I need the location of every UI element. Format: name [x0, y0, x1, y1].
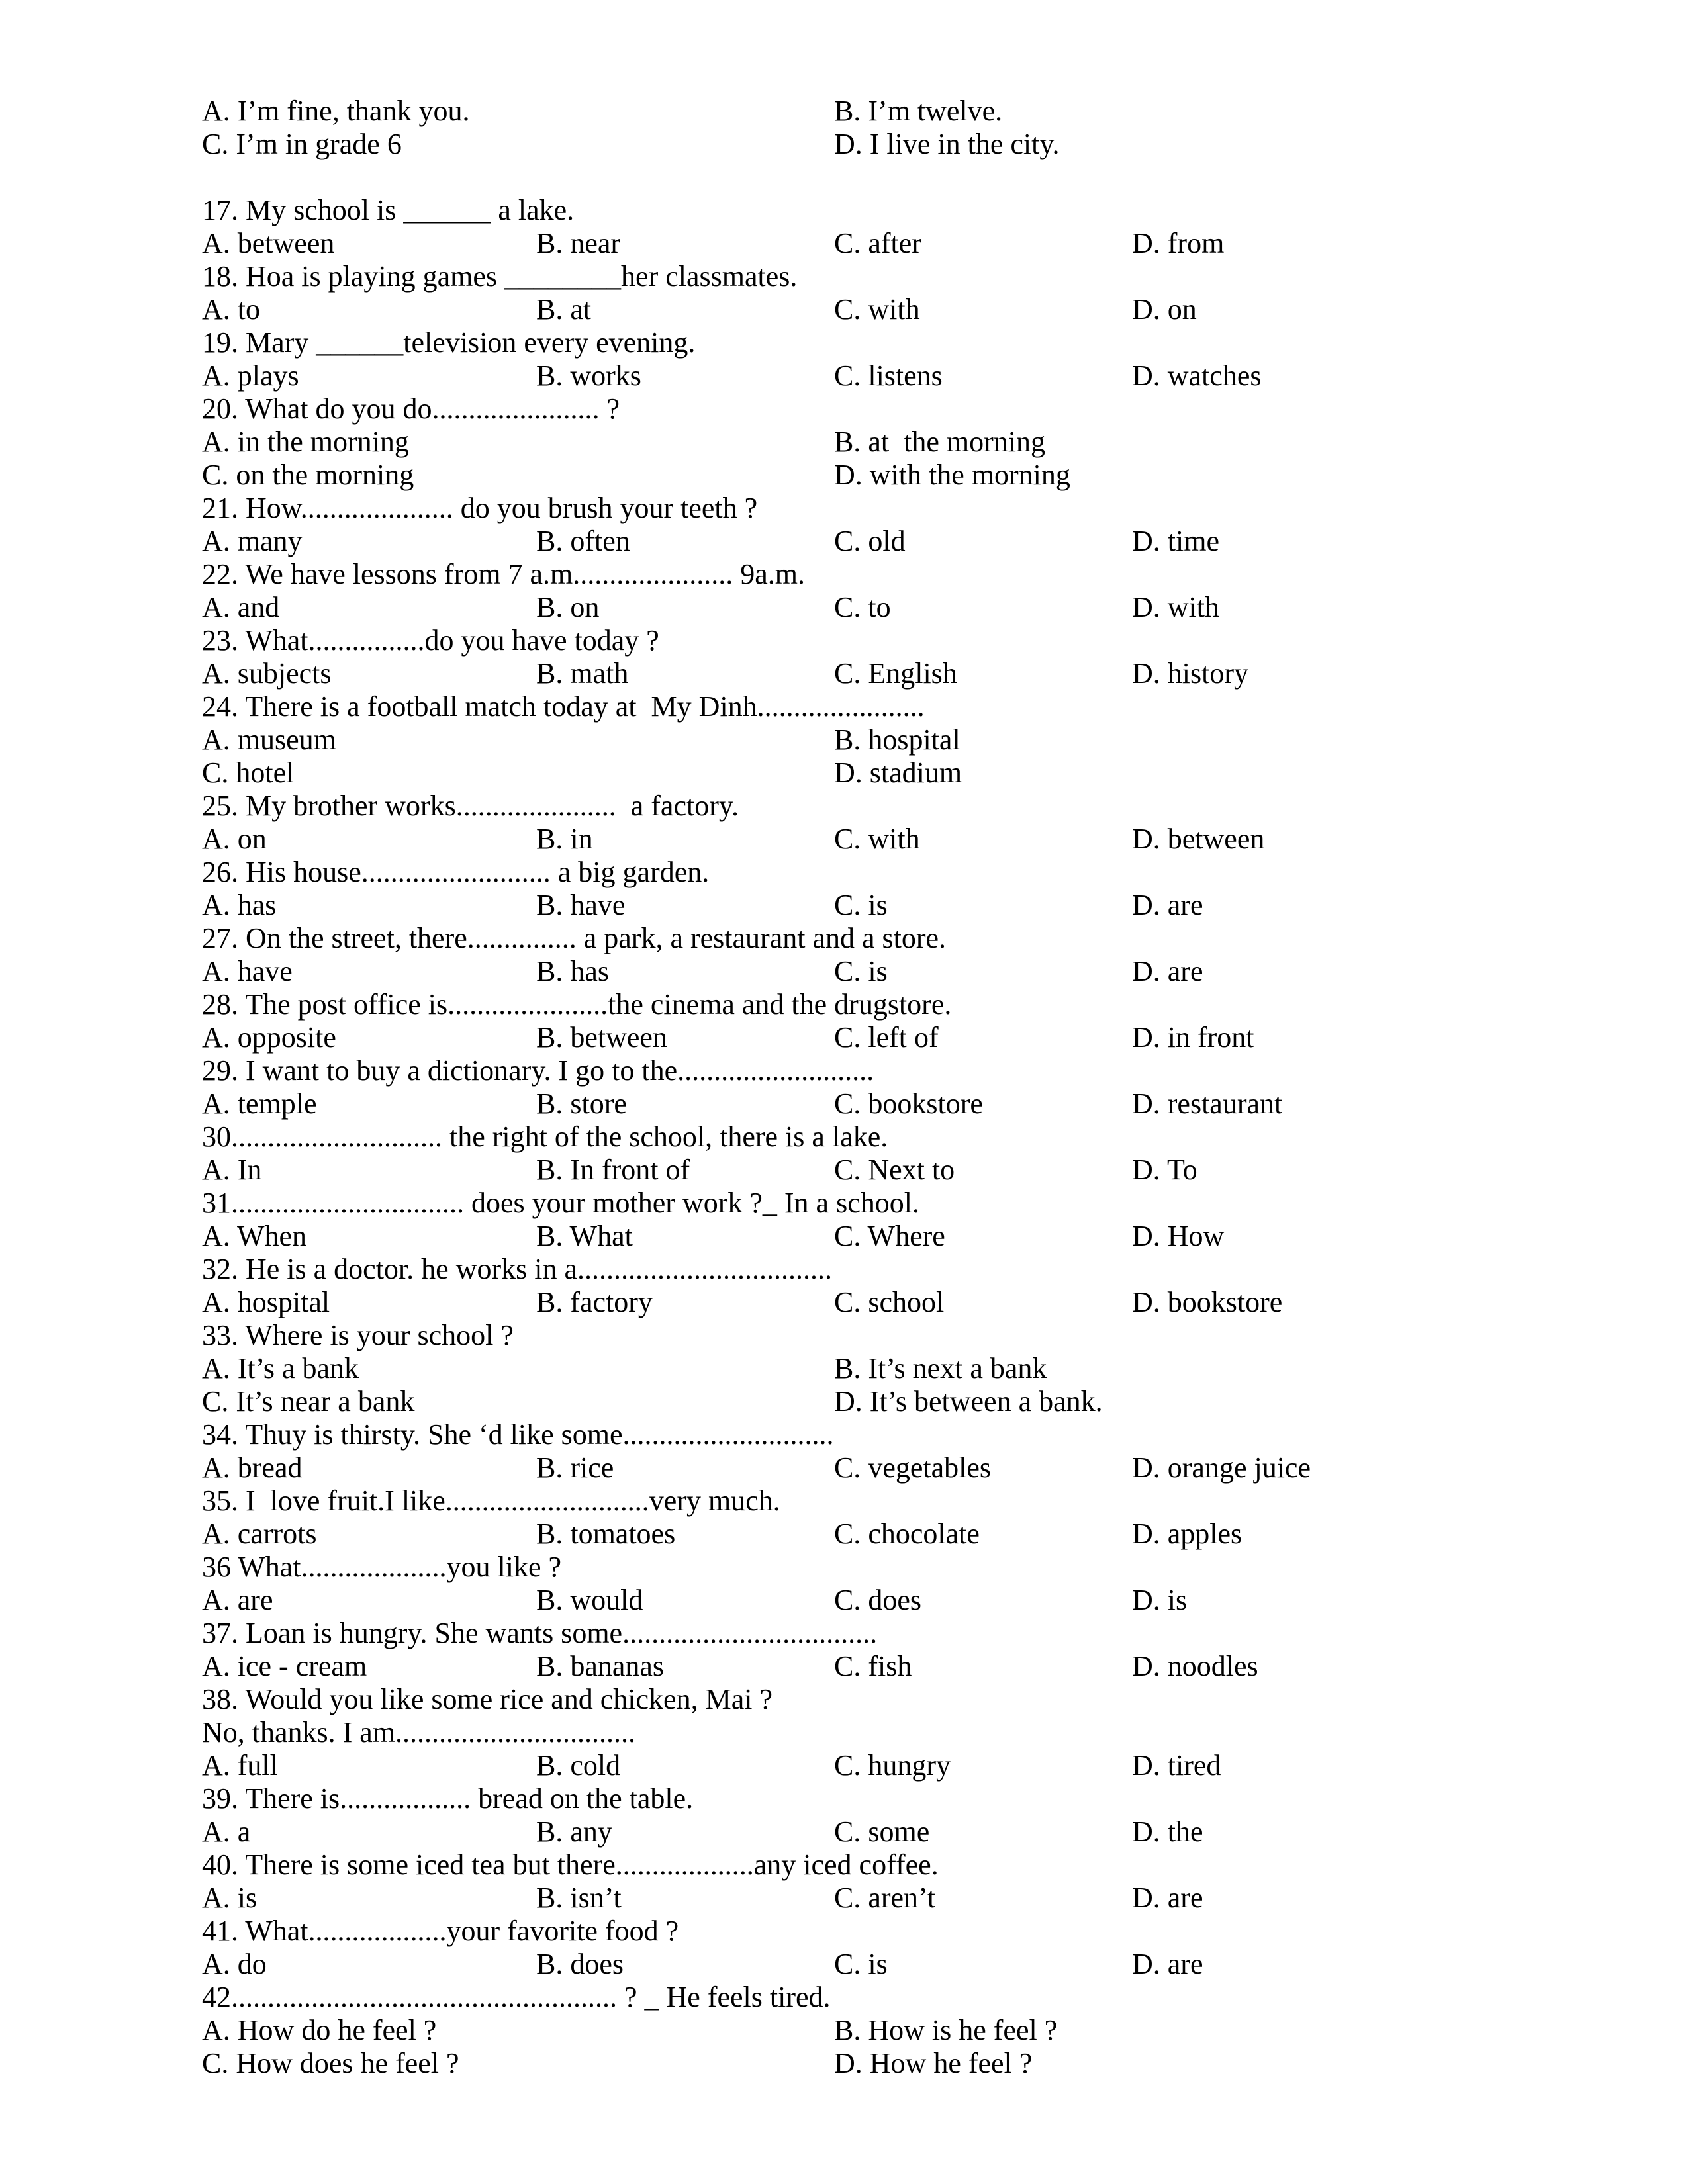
answer-option: A. carrots — [202, 1518, 317, 1550]
answer-option: D. To — [1132, 1154, 1197, 1186]
answer-option: B. often — [536, 525, 630, 557]
question-text: 23. What................do you have today ? — [202, 624, 659, 657]
answer-option: D. noodles — [1132, 1650, 1258, 1682]
answer-option: B. on — [536, 591, 600, 623]
answer-option: C. does — [834, 1584, 921, 1616]
answer-option: C. after — [834, 227, 921, 259]
answer-option: A. When — [202, 1220, 307, 1252]
answer-option: B. at — [536, 293, 592, 326]
answer-options-row — [202, 426, 1526, 459]
answer-option: C. some — [834, 1815, 930, 1848]
answer-option: D. on — [1132, 293, 1197, 326]
answer-option: A. on — [202, 823, 267, 855]
answer-option: C. English — [834, 657, 957, 690]
answer-option: D. in front — [1132, 1021, 1254, 1054]
answer-option: A. plays — [202, 359, 299, 392]
question-text: 28. The post office is......................the cinema and the drugstore. — [202, 988, 952, 1021]
answer-option: A. It’s a bank — [202, 1352, 359, 1385]
answer-option: A. have — [202, 955, 293, 987]
answer-option: A. in the morning — [202, 426, 409, 458]
answer-options-row — [202, 1385, 1526, 1418]
answer-option: A. hospital — [202, 1286, 330, 1318]
answer-option: A. How do he feel ? — [202, 2014, 437, 2046]
question-text: 18. Hoa is playing games ________her classmates. — [202, 260, 798, 293]
blank-line — [202, 161, 1526, 194]
question-text: 30............................. the right of the school, there is a lake. — [202, 1120, 888, 1153]
answer-option: A. ice - cream — [202, 1650, 367, 1682]
answer-option: D. are — [1132, 889, 1203, 921]
question-text: 32. He is a doctor. he works in a................................... — [202, 1253, 832, 1285]
answer-options-row — [202, 293, 1526, 326]
question-text: 38. Would you like some rice and chicken, Mai ? — [202, 1683, 773, 1715]
answer-option: A. to — [202, 293, 260, 326]
question-text: No, thanks. I am................................. — [202, 1716, 636, 1749]
answer-options-row — [202, 1087, 1526, 1120]
answer-option: C. is — [834, 955, 888, 987]
answer-option: B. In front of — [536, 1154, 690, 1186]
question-text: 40. There is some iced tea but there...................any iced coffee. — [202, 1848, 939, 1881]
answer-option: C. on the morning — [202, 459, 414, 491]
answer-option: C. How does he feel ? — [202, 2047, 459, 2079]
answer-option: C. with — [834, 823, 920, 855]
quiz-content — [202, 95, 1526, 2080]
answer-options-row — [202, 459, 1526, 492]
answer-options-row — [202, 95, 1526, 128]
answer-option: A. full — [202, 1749, 278, 1782]
answer-option: B. What — [536, 1220, 633, 1252]
answer-option: B. hospital — [834, 723, 961, 756]
answer-option: D. the — [1132, 1815, 1203, 1848]
answer-option: D. with the morning — [834, 459, 1070, 491]
answer-options-row — [202, 1584, 1526, 1617]
answer-option: C. aren’t — [834, 1882, 936, 1914]
answer-option: B. rice — [536, 1451, 614, 1484]
answer-options-row — [202, 1451, 1526, 1484]
answer-option: A. opposite — [202, 1021, 336, 1054]
answer-option: C. Where — [834, 1220, 945, 1252]
answer-options-row — [202, 2014, 1526, 2047]
answer-option: D. I live in the city. — [834, 128, 1060, 160]
answer-option: B. It’s next a bank — [834, 1352, 1047, 1385]
answer-option: B. How is he feel ? — [834, 2014, 1058, 2046]
answer-option: C. left of — [834, 1021, 939, 1054]
answer-option: D. time — [1132, 525, 1219, 557]
answer-option: D. between — [1132, 823, 1265, 855]
answer-options-row — [202, 1286, 1526, 1319]
question-text: 29. I want to buy a dictionary. I go to the........................... — [202, 1054, 874, 1087]
answer-option: C. fish — [834, 1650, 912, 1682]
question-text: 31................................ does your mother work ?_ In a school. — [202, 1187, 919, 1219]
question-text: 27. On the street, there............... a park, a restaurant and a store. — [202, 922, 947, 954]
question-text: 24. There is a football match today at My Dinh....................... — [202, 690, 925, 723]
question-text: 41. What...................your favorite food ? — [202, 1915, 679, 1947]
answer-option: B. works — [536, 359, 641, 392]
answer-options-row — [202, 227, 1526, 260]
question-text: 19. Mary ______television every evening. — [202, 326, 696, 359]
answer-options-row — [202, 955, 1526, 988]
answer-option: A. do — [202, 1948, 267, 1980]
answer-option: B. cold — [536, 1749, 621, 1782]
answer-option: D. How — [1132, 1220, 1225, 1252]
answer-options-row — [202, 1220, 1526, 1253]
answer-options-row — [202, 657, 1526, 690]
answer-option: D. are — [1132, 955, 1203, 987]
answer-option: C. bookstore — [834, 1087, 983, 1120]
answer-option: D. tired — [1132, 1749, 1221, 1782]
answer-option: A. bread — [202, 1451, 303, 1484]
answer-option: B. factory — [536, 1286, 653, 1318]
question-text: 36 What....................you like ? — [202, 1551, 561, 1583]
answer-option: A. museum — [202, 723, 336, 756]
answer-option: C. It’s near a bank — [202, 1385, 415, 1418]
answer-option: D. history — [1132, 657, 1248, 690]
answer-options-row — [202, 1815, 1526, 1848]
answer-option: A. and — [202, 591, 280, 623]
answer-option: D. from — [1132, 227, 1225, 259]
answer-options-row — [202, 1154, 1526, 1187]
answer-option: B. bananas — [536, 1650, 665, 1682]
answer-option: D. apples — [1132, 1518, 1243, 1550]
answer-option: B. store — [536, 1087, 627, 1120]
answer-option: B. isn’t — [536, 1882, 622, 1914]
answer-option: A. many — [202, 525, 303, 557]
answer-option: D. orange juice — [1132, 1451, 1311, 1484]
answer-options-row — [202, 359, 1526, 392]
answer-option: B. math — [536, 657, 629, 690]
question-text: 33. Where is your school ? — [202, 1319, 514, 1351]
answer-options-row — [202, 756, 1526, 790]
answer-option: C. I’m in grade 6 — [202, 128, 402, 160]
answer-options-row — [202, 1352, 1526, 1385]
answer-option: C. with — [834, 293, 920, 326]
answer-options-row — [202, 1948, 1526, 1981]
answer-option: C. hotel — [202, 756, 295, 789]
answer-option: A. are — [202, 1584, 273, 1616]
answer-option: A. a — [202, 1815, 251, 1848]
question-text: 39. There is.................. bread on the table. — [202, 1782, 694, 1815]
question-text: 21. How..................... do you brush your teeth ? — [202, 492, 758, 524]
answer-option: A. In — [202, 1154, 262, 1186]
answer-option: B. I’m twelve. — [834, 95, 1003, 127]
question-text: 35. I love fruit.I like............................very much. — [202, 1484, 780, 1517]
question-text: 25. My brother works...................... a factory. — [202, 790, 739, 822]
answer-option: D. bookstore — [1132, 1286, 1283, 1318]
answer-option: B. has — [536, 955, 609, 987]
answer-options-row — [202, 525, 1526, 558]
question-text: 26. His house.......................... a big garden. — [202, 856, 710, 888]
answer-option: C. school — [834, 1286, 945, 1318]
answer-option: D. are — [1132, 1882, 1203, 1914]
question-text: 42..................................................... ? _ He feels tired. — [202, 1981, 831, 2013]
answer-option: B. any — [536, 1815, 612, 1848]
question-text: 34. Thuy is thirsty. She ‘d like some............................. — [202, 1418, 834, 1451]
answer-option: B. near — [536, 227, 621, 259]
answer-options-row — [202, 2047, 1526, 2080]
answer-options-row — [202, 889, 1526, 922]
answer-option: C. is — [834, 1948, 888, 1980]
answer-options-row — [202, 1650, 1526, 1683]
answer-option: A. between — [202, 227, 335, 259]
answer-option: C. hungry — [834, 1749, 951, 1782]
answer-option: A. is — [202, 1882, 258, 1914]
answer-options-row — [202, 723, 1526, 756]
answer-option: D. restaurant — [1132, 1087, 1283, 1120]
answer-option: B. between — [536, 1021, 667, 1054]
answer-options-row — [202, 1749, 1526, 1782]
answer-option: A. has — [202, 889, 277, 921]
answer-option: D. How he feel ? — [834, 2047, 1033, 2079]
answer-option: D. is — [1132, 1584, 1188, 1616]
answer-option: B. does — [536, 1948, 624, 1980]
answer-option: B. would — [536, 1584, 643, 1616]
answer-options-row — [202, 1021, 1526, 1054]
answer-option: A. temple — [202, 1087, 317, 1120]
question-text: 20. What do you do....................... ? — [202, 392, 620, 425]
answer-options-row — [202, 823, 1526, 856]
answer-option: D. watches — [1132, 359, 1262, 392]
answer-options-row — [202, 128, 1526, 161]
question-text: 37. Loan is hungry. She wants some................................... — [202, 1617, 878, 1649]
answer-option: C. Next to — [834, 1154, 955, 1186]
answer-options-row — [202, 1518, 1526, 1551]
answer-option: B. in — [536, 823, 593, 855]
answer-option: C. listens — [834, 359, 943, 392]
answer-option: D. stadium — [834, 756, 962, 789]
answer-option: B. at the morning — [834, 426, 1045, 458]
answer-option: C. to — [834, 591, 891, 623]
answer-option: B. tomatoes — [536, 1518, 676, 1550]
answer-option: D. It’s between a bank. — [834, 1385, 1103, 1418]
answer-option: A. I’m fine, thank you. — [202, 95, 470, 127]
answer-option: C. old — [834, 525, 906, 557]
answer-options-row — [202, 591, 1526, 624]
answer-option: B. have — [536, 889, 626, 921]
answer-options-row — [202, 1882, 1526, 1915]
answer-option: C. is — [834, 889, 888, 921]
question-text: 22. We have lessons from 7 a.m...................... 9a.m. — [202, 558, 805, 590]
answer-option: D. are — [1132, 1948, 1203, 1980]
answer-option: C. chocolate — [834, 1518, 980, 1550]
question-text: 17. My school is ______ a lake. — [202, 194, 575, 226]
answer-option: A. subjects — [202, 657, 332, 690]
answer-option: C. vegetables — [834, 1451, 992, 1484]
answer-option: D. with — [1132, 591, 1219, 623]
